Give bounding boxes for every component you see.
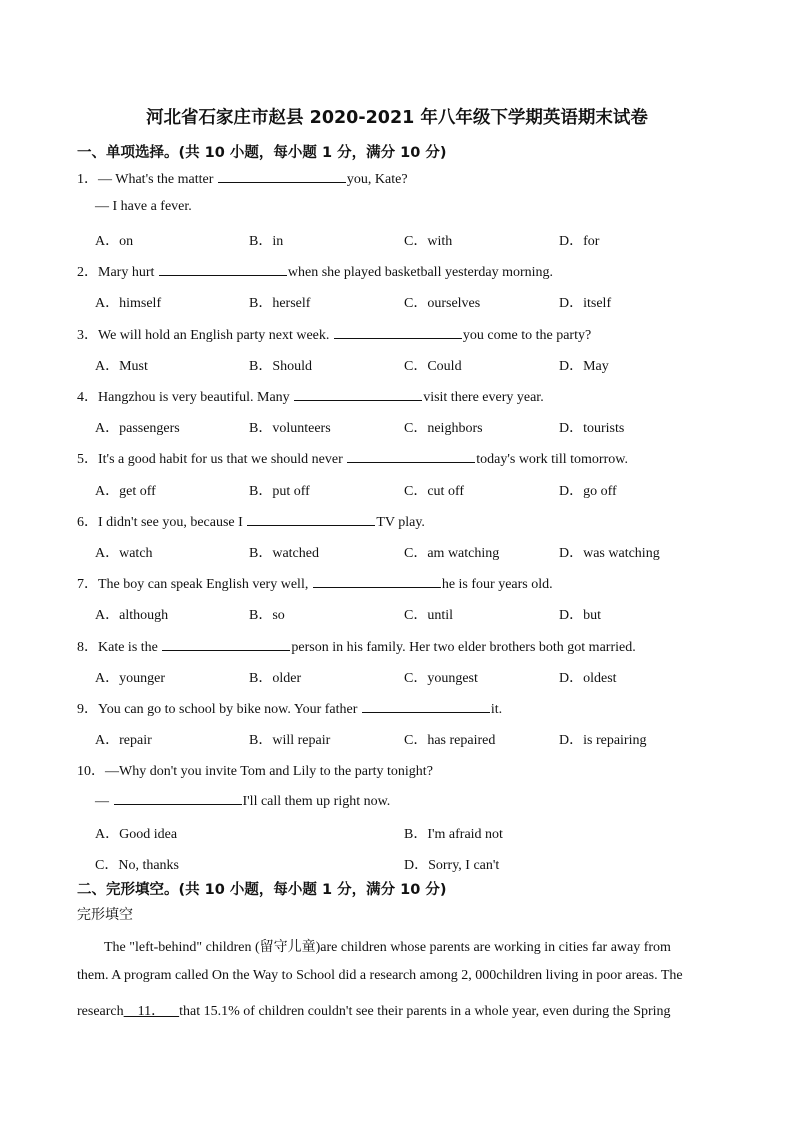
option-a: A．although xyxy=(95,608,169,623)
option-b: B．in xyxy=(249,234,284,249)
question-text: 4．Hangzhou is very beautiful. Many xyxy=(77,390,294,405)
answer-blank xyxy=(114,792,242,805)
question-9 xyxy=(77,698,502,718)
option-d: D．go off xyxy=(559,484,617,499)
question-2 xyxy=(77,261,553,281)
answer-blank xyxy=(347,450,475,463)
section-heading-2: 二、完形填空。(共 10 小题，每小题 1 分，满分 10 分) xyxy=(77,882,447,898)
option-d: D．tourists xyxy=(559,421,625,436)
option-c: C．cut off xyxy=(404,484,465,499)
option-a: A．Good idea xyxy=(95,827,178,842)
question-text: 9．You can go to school by bike now. Your father xyxy=(77,702,361,717)
option-b: B．watched xyxy=(249,546,319,561)
option-d: D．Sorry, I can't xyxy=(404,858,500,873)
question-text: visit there every year. xyxy=(423,390,544,405)
question-text: I'll call them up right now. xyxy=(242,794,391,809)
question-text: it. xyxy=(490,702,503,717)
option-a: A．passengers xyxy=(95,421,180,436)
question-6 xyxy=(77,511,425,531)
passage-line-3 xyxy=(77,1000,717,1020)
question-text: 8．Kate is the xyxy=(77,640,162,655)
answer-blank xyxy=(334,326,462,339)
option-d: D．is repairing xyxy=(559,733,647,748)
option-c: C．am watching xyxy=(404,546,500,561)
option-a: A．younger xyxy=(95,671,165,686)
question-text: you come to the party? xyxy=(462,328,592,343)
answer-blank xyxy=(362,700,490,713)
option-b: B．older xyxy=(249,671,302,686)
question-text: when she played basketball yesterday morning. xyxy=(287,265,554,280)
answer-blank xyxy=(218,170,346,183)
question-10: 10．—Why don't you invite Tom and Lily to the party tonight? xyxy=(77,764,433,779)
question-text: — xyxy=(95,794,113,809)
option-c: C．ourselves xyxy=(404,296,481,311)
option-b: B．put off xyxy=(249,484,310,499)
option-a: A．Must xyxy=(95,359,148,374)
answer-blank xyxy=(159,263,287,276)
option-d: D．was watching xyxy=(559,546,660,561)
answer-blank xyxy=(162,638,290,651)
option-d: D．May xyxy=(559,359,609,374)
option-c: C．has repaired xyxy=(404,733,496,748)
option-a: A．on xyxy=(95,234,134,249)
option-b: B．I'm afraid not xyxy=(404,827,503,842)
section-subtitle: 完形填空 xyxy=(77,907,133,923)
answer-blank xyxy=(294,388,422,401)
passage-text: that 15.1% of children couldn't see their parents in a whole year, even during the Spring xyxy=(179,1004,671,1019)
section-heading-1: 一、单项选择。(共 10 小题，每小题 1 分，满分 10 分) xyxy=(77,145,447,161)
option-d: D．oldest xyxy=(559,671,617,686)
page-title: 河北省石家庄市赵县 2020-2021 年八年级下学期英语期末试卷 xyxy=(146,108,648,128)
option-d: D．for xyxy=(559,234,600,249)
question-8 xyxy=(77,636,636,656)
question-text: TV play. xyxy=(376,515,425,530)
option-a: A．repair xyxy=(95,733,152,748)
question-4 xyxy=(77,386,544,406)
question-text: 5．It's a good habit for us that we should never xyxy=(77,452,347,467)
option-d: D．but xyxy=(559,608,601,623)
question-3 xyxy=(77,324,591,344)
passage-text: research xyxy=(77,1004,124,1019)
question-text: 7．The boy can speak English very well, xyxy=(77,577,312,592)
question-1-dialog: — I have a fever. xyxy=(95,199,192,214)
option-b: B．will repair xyxy=(249,733,331,748)
passage-line-2: them. A program called On the Way to School did a research among 2, 000children living in poor areas. The xyxy=(77,968,683,983)
question-text: 3．We will hold an English party next week. xyxy=(77,328,333,343)
question-text: today's work till tomorrow. xyxy=(476,452,628,467)
question-text: you, Kate? xyxy=(346,172,408,187)
question-text: person in his family. Her two elder brothers both got married. xyxy=(291,640,636,655)
option-b: B．so xyxy=(249,608,285,623)
question-10-answer-line xyxy=(95,792,390,810)
cloze-blank-11: 11． xyxy=(123,1004,180,1019)
question-5 xyxy=(77,448,628,468)
option-a: A．watch xyxy=(95,546,153,561)
option-b: B．volunteers xyxy=(249,421,331,436)
question-text: 2．Mary hurt xyxy=(77,265,158,280)
option-a: A．get off xyxy=(95,484,156,499)
question-text: he is four years old. xyxy=(441,577,553,592)
option-c: C．Could xyxy=(404,359,462,374)
passage-line-1: The "left-behind" children (留守儿童)are children whose parents are working in cities far away from xyxy=(104,940,671,955)
option-b: B．herself xyxy=(249,296,311,311)
option-d: D．itself xyxy=(559,296,612,311)
option-c: C．youngest xyxy=(404,671,478,686)
option-c: C．with xyxy=(404,234,453,249)
option-b: B．Should xyxy=(249,359,313,374)
option-c: C．until xyxy=(404,608,454,623)
option-c: C．No, thanks xyxy=(95,858,179,873)
question-text: 1．— What's the matter xyxy=(77,172,217,187)
question-7 xyxy=(77,573,553,593)
answer-blank xyxy=(313,575,441,588)
option-a: A．himself xyxy=(95,296,162,311)
option-c: C．neighbors xyxy=(404,421,483,436)
question-1 xyxy=(77,168,408,188)
question-text: 6．I didn't see you, because I xyxy=(77,515,247,530)
answer-blank xyxy=(247,513,375,526)
